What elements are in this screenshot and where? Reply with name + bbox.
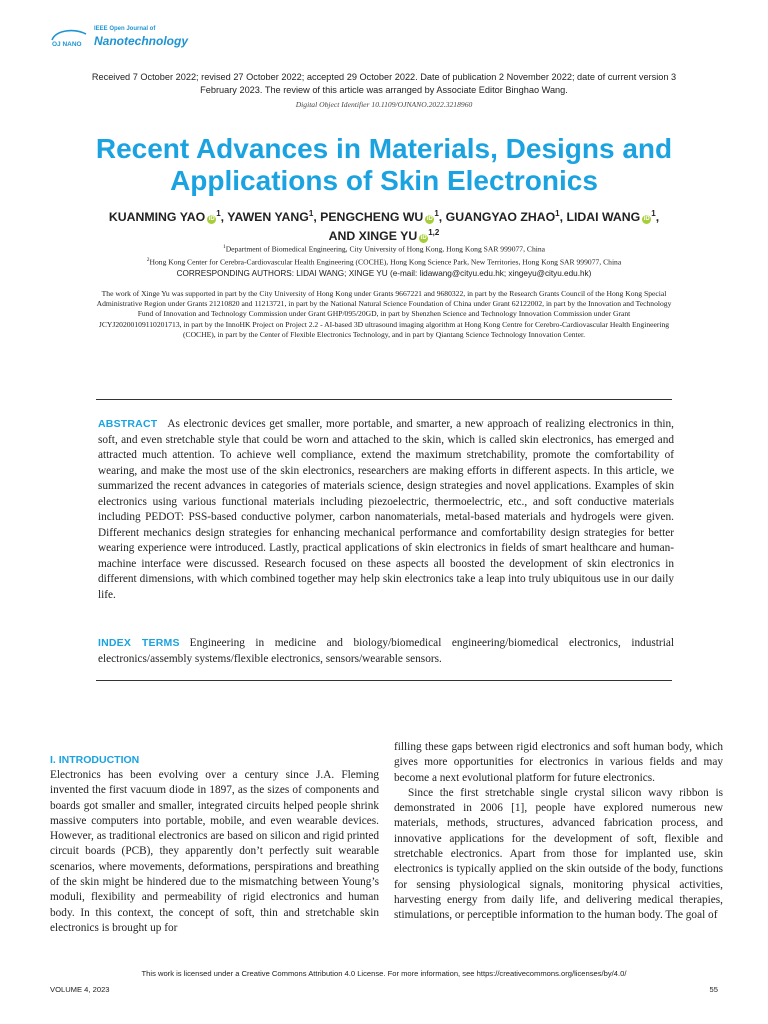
abstract-text: As electronic devices get smaller, more portable, and smarter, a new approach of realizing electronics in thin, soft, and even stretchable style that could be worn and attached to the skin, which is called skin electronics, has emerged and attracted much attention. To achieve well compliance, extend the maximum stretchability, promote the comfortability of wearing, and make the most use of the skin electronics, researchers are making efforts in different aspects. In this article, we summarized the recent advances in categories of materials science, design strategies and novel applications. Examples of skin electronics using various functional materials including piezoelectric, thermoelectric, etc., and soft conductive materials including PEDOT: PSS-based conductive polymer, carbon nanomaterials, metal-based materials and hydrogels were given. Different mechanics design strategies for enhancing mechanical performance and comfortability design strategies for better wearing experience were introduced. Lastly, practical applications of skin electronics in fields of smart healthcare and human-machine interface were discussed. Research focused on these aspects all boosted the development of skin electronics in different dimensions, with which combined together may help skin electronics take a leap into truly ubiquitous use in our daily life. [98, 418, 674, 601]
volume: VOLUME 4, 2023 [50, 985, 110, 994]
paper-title: Recent Advances in Materials, Designs and Applications of Skin Electronics [95, 133, 673, 196]
column-right [394, 740, 723, 924]
orcid-icon[interactable]: iD [420, 235, 427, 242]
section-heading: I. INTRODUCTION [50, 754, 140, 766]
author: LIDAI WANG [566, 210, 641, 225]
doi[interactable]: Digital Object Identifier 10.1109/OJNANO.2022.3218960 [295, 100, 473, 109]
affiliation: $^2$Hong Kong Center for Cerebra-Cardiovascular Health Engineering (COCHE), Hong Kong Science Park, New Territories, Hong Kong SAR 999077, China [146, 256, 622, 267]
author-affil-sup: 1 [216, 209, 221, 218]
license-notice: This work is licensed under a Creative Commons Attribution 4.0 License. For more information, see https://creativecommons.org/licenses/by/4.0/ [141, 969, 627, 978]
author: KUANMING YAO [108, 210, 206, 225]
author-affil-sup: 1 [555, 209, 560, 218]
funding-statement: The work of Xinge Yu was supported in part by the City University of Hong Kong under Grants 9667221 and 9680322, in part by the Research Grants Council of the Hong Kong Special Administrative Region under Grants 21210820 and 11213721, in part by the National Natural Science Foundation of China under Grant 62122002, in part by the Innovation and Technology Fund of Innovation and Technology Commission under Grant GHP/095/20GD, in part by Shenzhen Science and Technology Innovation Commission under Grant JCYJ20200109110201713, in part by the InnoHK Project on Project 2.2 - AI-based 3D ultrasound imaging algorithm at Hong Kong Centre for Cerebro-Cardiovascular Health Engineering (COCHE), in part by the Center of Flexible Electronics Technology, and in part by Qiantang Science Technology Innovation Center. [96, 289, 672, 339]
paragraph: Since the first stretchable single crystal silicon wavy ribbon is demonstrated in 2006 [1], people have explored numerous new materials, methods, structures, advanced fabrication process, and innovative applications for the development of soft, flexible and stretchable electronics. Apart from those for implanted use, skin electronics is typically applied on the skin outside of the body, functions for sensing physiological signals, monitoring physical activities, harvesting energy from daily life, and delivering medical therapies, stimulations, or perceptible information to the human body. The goal of [394, 786, 723, 922]
author: YAWEN YANG [227, 210, 309, 225]
journal-logo [50, 24, 200, 50]
abstract [98, 417, 674, 603]
oj-nano-logo-icon [50, 28, 88, 48]
index-terms-label: INDEX TERMS [98, 637, 180, 649]
author: GUANGYAO ZHAO [445, 210, 556, 225]
index-terms-text: Engineering in medicine and biology/biomedical engineering/biomedical electronics, industrial electronics/assembly systems/flexible electronics, sensors/wearable sensors. [98, 637, 674, 665]
page-number: 55 [709, 985, 718, 994]
author-list: KUANMING YAO $iD^1$, YAWEN YANG$^1$, PENGCHENG WU $iD^1$, GUANGYAO ZHAO$^1$, LIDAI WANG $iD^1$, AND XINGE YU iD$^{1,2}$ [108, 209, 660, 244]
affiliation: $^1$Department of Biomedical Engineering, City University of Hong Kong, Hong Kong SAR 999077, China [222, 244, 546, 254]
corresponding-authors: CORRESPONDING AUTHORS: LIDAI WANG; XINGE YU (e-mail: lidawang@cityu.edu.hk; xingeyu@cityu.edu.hk) [176, 269, 592, 278]
author: AND XINGE YU [328, 229, 418, 244]
paragraph: filling these gaps between rigid electronics and soft human body, which gives more opportunities for electronics in various fields and may become a next evolutional platform for future electronics. [394, 741, 723, 784]
orcid-icon[interactable]: iD [426, 216, 433, 223]
index-terms [98, 636, 674, 667]
author-affil-sup: 1,2 [428, 228, 440, 238]
author: PENGCHENG WU [320, 210, 424, 225]
orcid-icon[interactable]: iD [643, 216, 650, 223]
orcid-icon[interactable]: iD [208, 216, 215, 223]
journal-name: Nanotechnology [94, 34, 189, 48]
received-dates: Received 7 October 2022; revised 27 October 2022; accepted 29 October 2022. Date of publication 2 November 2022; date of current version 3 February 2023. The review of this article was arranged by Associate Editor Binghao Wang. [91, 72, 677, 95]
journal-series: IEEE Open Journal of [94, 26, 156, 32]
author-affil-sup: 1 [308, 209, 314, 218]
affiliations [40, 242, 728, 267]
author-affil-sup: 1 [651, 209, 656, 218]
divider-top [96, 399, 672, 400]
divider-bottom [96, 680, 672, 681]
paragraph: Electronics has been evolving over a century since J.A. Fleming invented the first vacuum diode in 1897, as the sizes of components and boards got smaller and smaller, integrated circuits helped people shrink massive computers into portable, mobile, and even wearable devices. However, as traditional electronics are based on silicon and rigid printed circuit boards (PCB), they apparently don’t perfectly suit wearable scenarios, where movements, deformations, perspirations and breathing of the skin might be hindered due to the mismatching between Young’s moduli, flexibility and permeability of rigid electronics and human body. In this context, the concept of soft, thin and stretchable skin electronics is brought up for [50, 769, 379, 934]
author-affil-sup: 1 [434, 209, 439, 218]
logo-text: OJ NANO [52, 41, 82, 48]
abstract-label: ABSTRACT [98, 418, 158, 430]
column-left [50, 740, 379, 936]
